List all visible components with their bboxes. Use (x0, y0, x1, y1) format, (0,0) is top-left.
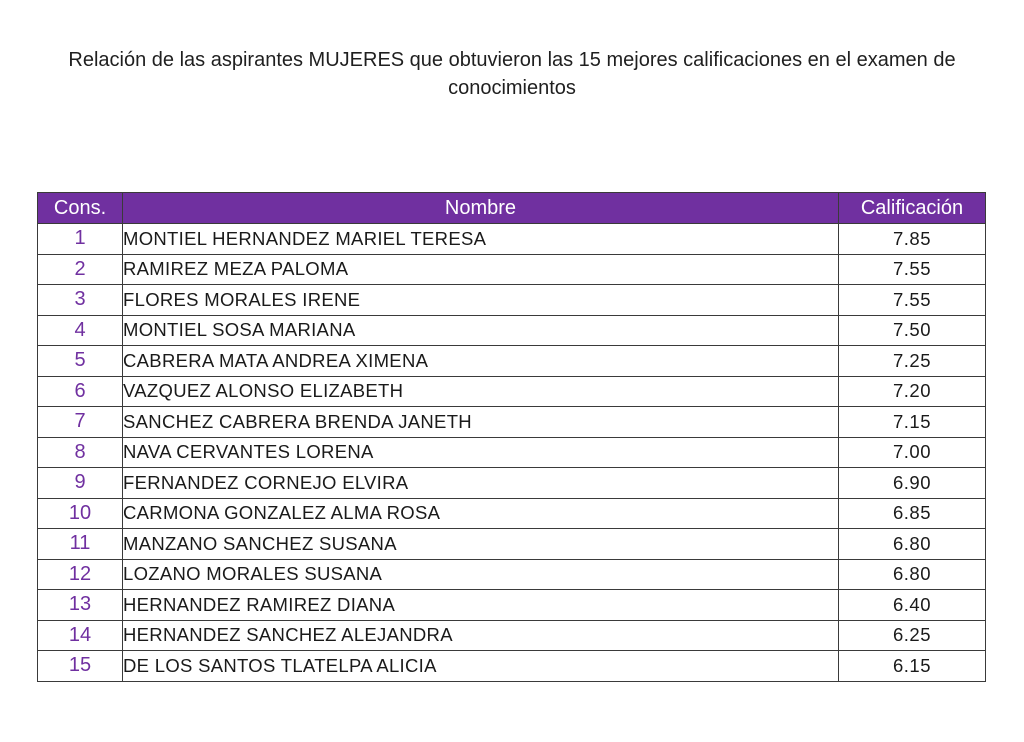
table-row (38, 254, 986, 285)
score-cell: 7.85 (839, 224, 986, 255)
name-cell: RAMIREZ MEZA PALOMA (123, 254, 839, 285)
header-row (38, 193, 986, 224)
name-cell: NAVA CERVANTES LORENA (123, 437, 839, 468)
cons-cell: 15 (38, 651, 123, 682)
table-body (38, 224, 986, 682)
name-cell: SANCHEZ CABRERA BRENDA JANETH (123, 407, 839, 438)
score-cell: 6.80 (839, 559, 986, 590)
table-row (38, 468, 986, 499)
table-row (38, 651, 986, 682)
score-cell: 7.50 (839, 315, 986, 346)
header-calificacion: Calificación (839, 193, 986, 224)
table-row (38, 498, 986, 529)
score-cell: 6.80 (839, 529, 986, 560)
name-cell: FLORES MORALES IRENE (123, 285, 839, 316)
cons-cell: 14 (38, 620, 123, 651)
cons-cell: 11 (38, 529, 123, 560)
name-cell: CABRERA MATA ANDREA XIMENA (123, 346, 839, 377)
score-cell: 6.25 (839, 620, 986, 651)
score-cell: 6.90 (839, 468, 986, 499)
name-cell: HERNANDEZ SANCHEZ ALEJANDRA (123, 620, 839, 651)
score-cell: 7.15 (839, 407, 986, 438)
name-cell: MANZANO SANCHEZ SUSANA (123, 529, 839, 560)
table-row (38, 407, 986, 438)
name-cell: VAZQUEZ ALONSO ELIZABETH (123, 376, 839, 407)
cons-cell: 13 (38, 590, 123, 621)
table-row (38, 285, 986, 316)
table-row (38, 620, 986, 651)
table-row (38, 590, 986, 621)
cons-cell: 7 (38, 407, 123, 438)
table-row (38, 437, 986, 468)
page-title: Relación de las aspirantes MUJERES que obtuvieron las 15 mejores calificaciones en el examen de conocimientos (68, 49, 956, 99)
cons-cell: 9 (38, 468, 123, 499)
score-cell: 6.85 (839, 498, 986, 529)
name-cell: HERNANDEZ RAMIREZ DIANA (123, 590, 839, 621)
score-cell: 6.40 (839, 590, 986, 621)
score-cell: 7.55 (839, 254, 986, 285)
table-row (38, 315, 986, 346)
score-cell: 7.00 (839, 437, 986, 468)
cons-cell: 12 (38, 559, 123, 590)
cons-cell: 8 (38, 437, 123, 468)
score-cell: 6.15 (839, 651, 986, 682)
table-row (38, 529, 986, 560)
cons-cell: 1 (38, 224, 123, 255)
cons-cell: 5 (38, 346, 123, 377)
results-table (37, 192, 986, 682)
header-nombre: Nombre (123, 193, 839, 224)
name-cell: FERNANDEZ CORNEJO ELVIRA (123, 468, 839, 499)
name-cell: LOZANO MORALES SUSANA (123, 559, 839, 590)
cons-cell: 4 (38, 315, 123, 346)
name-cell: DE LOS SANTOS TLATELPA ALICIA (123, 651, 839, 682)
cons-cell: 6 (38, 376, 123, 407)
table-row (38, 224, 986, 255)
score-cell: 7.55 (839, 285, 986, 316)
table-row (38, 346, 986, 377)
table-row (38, 559, 986, 590)
score-cell: 7.20 (839, 376, 986, 407)
table-row (38, 376, 986, 407)
cons-cell: 10 (38, 498, 123, 529)
header-cons: Cons. (38, 193, 123, 224)
name-cell: MONTIEL SOSA MARIANA (123, 315, 839, 346)
name-cell: CARMONA GONZALEZ ALMA ROSA (123, 498, 839, 529)
name-cell: MONTIEL HERNANDEZ MARIEL TERESA (123, 224, 839, 255)
table-header (38, 193, 986, 224)
score-cell: 7.25 (839, 346, 986, 377)
cons-cell: 3 (38, 285, 123, 316)
cons-cell: 2 (38, 254, 123, 285)
